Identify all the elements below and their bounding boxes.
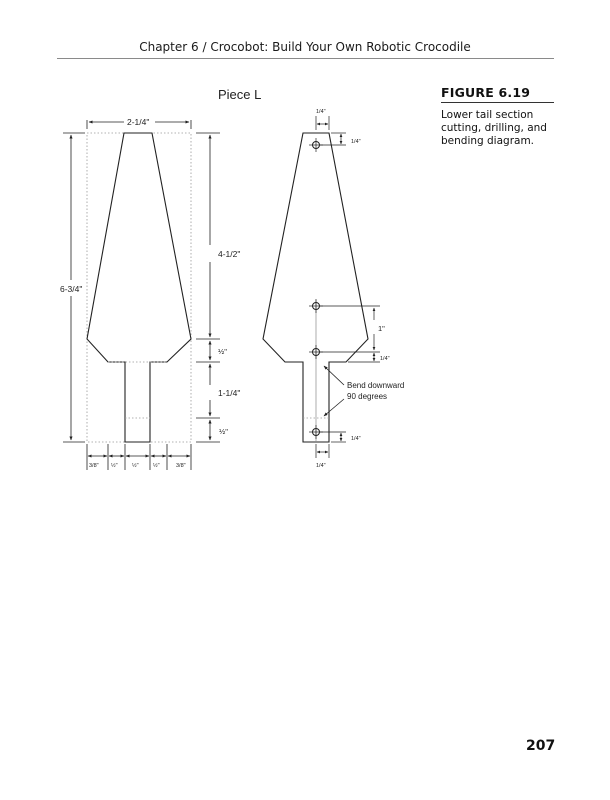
figure-caption: Lower tail section cutting, drilling, and bending diagram.	[441, 109, 547, 147]
page-number: 207	[526, 738, 556, 754]
bottom-hole-offset-label: 1/4"	[351, 436, 361, 442]
figure-rule	[441, 102, 554, 103]
bend-note-line-2: 90 degrees	[347, 392, 388, 401]
inner-right-label: ½"	[153, 463, 160, 469]
taper-height-label: 4-1/2"	[218, 249, 241, 259]
diagram-title: Piece L	[218, 87, 262, 102]
left-view	[63, 120, 220, 470]
right-view	[263, 116, 380, 458]
bend-leader	[324, 366, 344, 385]
running-head: Chapter 6 / Crocobot: Build Your Own Robotic Crocodile	[139, 40, 471, 54]
stem-width-label: ½"	[132, 463, 139, 469]
stem-height-label: 1-1/4"	[218, 388, 241, 398]
shoulder-height-label: ½"	[218, 347, 227, 356]
bottom-offset-label: 1/4"	[316, 463, 326, 469]
margin-left-label: 3/8"	[89, 463, 99, 469]
stem-tip-label: ½"	[219, 427, 228, 436]
inner-left-label: ½"	[111, 463, 118, 469]
hole-spacing-label: 1"	[378, 324, 385, 333]
mid-hole-offset-label: 1/4"	[380, 356, 390, 362]
bounding-box	[87, 133, 191, 442]
margin-right-label: 3/8"	[176, 463, 186, 469]
piece-outline	[87, 133, 191, 442]
overall-width-label: 2-1/4"	[127, 117, 150, 127]
top-offset-label: 1/4"	[316, 109, 326, 115]
bend-note-line-1: Bend downward	[347, 381, 405, 390]
top-hole-offset-label: 1/4"	[351, 139, 361, 145]
figure-label: FIGURE 6.19	[441, 85, 531, 100]
overall-height-label: 6-3/4"	[60, 284, 83, 294]
